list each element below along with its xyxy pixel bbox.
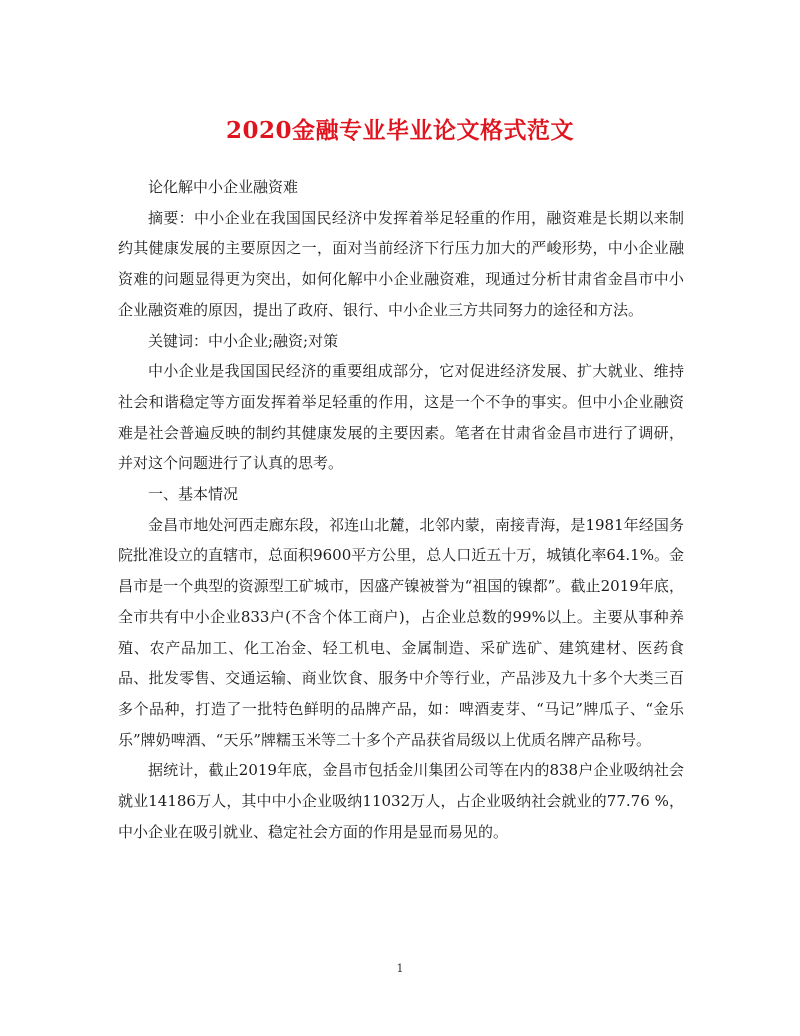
page-number: 1 — [396, 962, 404, 975]
article-subtitle: 论化解中小企业融资难 — [148, 178, 299, 196]
intro-paragraph: 中小企业是我国国民经济的重要组成部分，它对促进经济发展、扩大就业、维持社会和谐稳定等方面发挥着举足轻重的作用，这是一个不争的事实。但中小企业融资难是社会普遍反映的制约其健康发展的主要因素。笔者在甘肃省金昌市进行了调研，并对这个问题进行了认真的思考。 — [118, 362, 684, 473]
keywords-paragraph: 关键词：中小企业;融资;对策 — [148, 331, 339, 350]
body-paragraph: 据统计，截止2019年底，金昌市包括金川集团公司等在内的838户企业吸纳社会就业14186万人，其中中小企业吸纳11032万人，占企业吸纳社会就业的77.76 %，中小企业在吸引就业、稳定社会方面的作用是显而易见的。 — [118, 761, 684, 841]
document-body — [118, 172, 684, 847]
body-paragraph: 金昌市地处河西走廊东段，祁连山北麓，北邻内蒙，南接青海，是1981年经国务院批准设立的直辖市，总面积9600平方公里，总人口近五十万，城镇化率64.1%。金昌市是一个典型的资源型工矿城市，因盛产镍被誉为“祖国的镍都”。截止2019年底，全市共有中小企业833户(不含个体工商户)，占企业总数的99%以上。主要从事种养殖、农产品加工、化工冶金、轻工机电、金属制造、采矿选矿、建筑建材、医药食品、批发零售、交通运输、商业饮食、服务中介等行业，产品涉及九十多个大类三百多个品种，打造了一批特色鲜明的品牌产品，如：啤酒麦芽、“马记”牌瓜子、“金乐乐”牌奶啤酒、“天乐”牌糯玉米等二十多个产品获省局级以上优质名牌产品称号。 — [118, 515, 684, 749]
abstract-paragraph: 摘要：中小企业在我国国民经济中发挥着举足轻重的作用，融资难是长期以来制约其健康发展的主要原因之一，面对当前经济下行压力加大的严峻形势，中小企业融资难的问题显得更为突出，如何化解中小企业融资难，现通过分析甘肃省金昌市中小企业融资难的原因，提出了政府、银行、中小企业三方共同努力的途径和方法。 — [118, 208, 684, 319]
section-heading: 一、基本情况 — [148, 485, 239, 504]
document-title: 2020金融专业毕业论文格式范文 — [225, 117, 574, 144]
